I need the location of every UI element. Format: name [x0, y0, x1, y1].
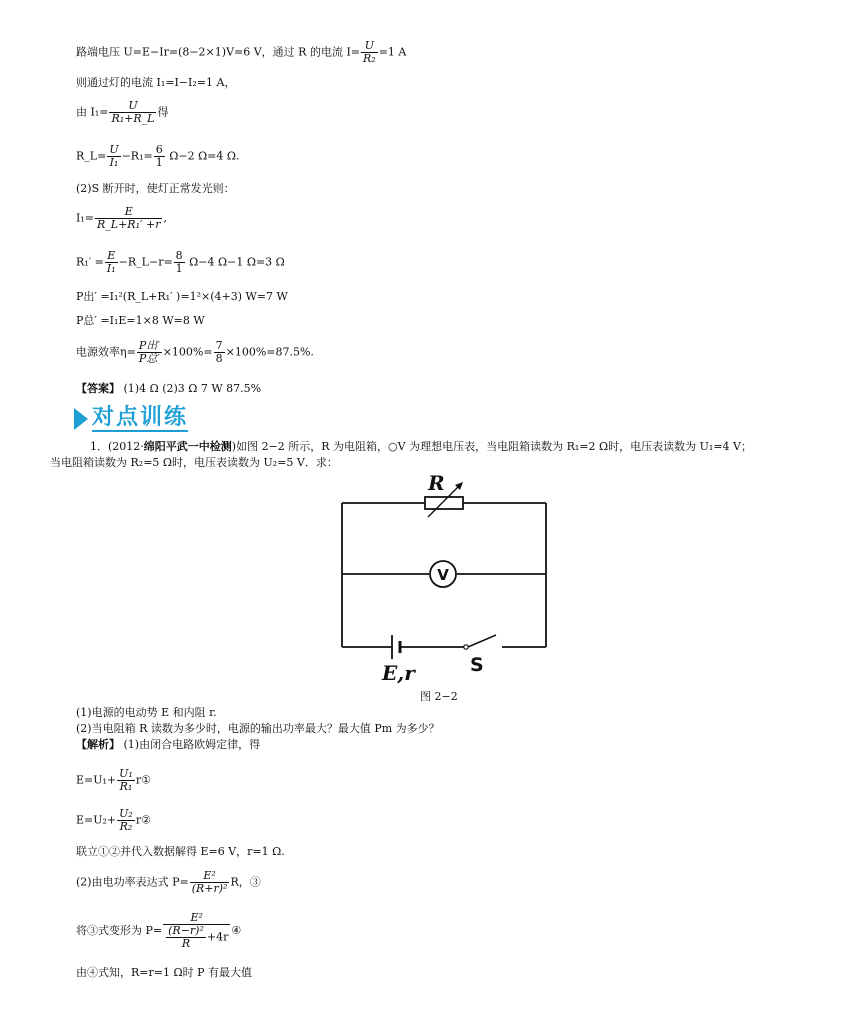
solution-line-2: 则通过灯的电流 I₁=I−I₂=1 A，	[76, 76, 236, 89]
solution-line-6: I₁= $\frac{E}{\text{R\_L+R₁′ +r}}$ ,	[76, 205, 167, 231]
arrow-icon	[74, 408, 88, 430]
question-2: (2)当电阻箱 R 读数为多少时，电源的输出功率最大？最大值 Pm 为多少？	[76, 722, 440, 735]
section-heading	[74, 406, 188, 432]
label-S: S	[470, 654, 484, 676]
solution-line-3: 由 I₁= $\frac{U}{\text{R₁+R\_L}}$ 得	[76, 99, 169, 125]
solution-line-4: R_L= $\frac{U}{\text{I₁}}$ −R₁= $\frac{6}{1}$ Ω−2 Ω=4 Ω.	[76, 143, 240, 169]
solution-line-8: P出′ =I₁²(R_L+R₁′ )=1²×(4+3) W=7 W	[76, 290, 288, 303]
label-Er: E,r	[382, 661, 415, 685]
fraction: $\frac{U}{\text{R₁+R\_L}}$	[111, 99, 155, 125]
label-R: R	[428, 471, 445, 495]
resistor-box	[425, 497, 463, 509]
solution-line-10: 电源效率η= $\frac{\text{P出′}}{\text{P总′}}$ ×100%= $\frac{7}{8}$ ×100%=87.5%.	[76, 339, 314, 365]
analysis-line-1: 【解析】 (1)由闭合电路欧姆定律，得	[76, 738, 261, 751]
solution-line-5: (2)S 断开时，使灯正常发光则：	[76, 182, 235, 195]
problem-line-2: 当电阻箱读数为 R₂=5 Ω时，电压表读数为 U₂=5 V．求：	[50, 456, 338, 469]
question-1: (1)电源的电动势 E 和内阻 r.	[76, 706, 217, 719]
switch-contact	[464, 645, 468, 649]
equation-4: 将③式变形为 P= E² $\frac{\text{(R−r)²}}{R}$ +4r ④	[76, 911, 242, 950]
solution-line-1: 路端电压 U=E−Ir=(8−2×1)V=6 V，通过 R 的电流 I= $\frac{U}{\text{R₂}}$ =1 A	[76, 39, 407, 65]
equation-3: (2)由电功率表达式 P= $\frac{\text{E²}}{\text{(R+r)²}}$ R，③	[76, 869, 261, 895]
fraction: $\frac{6}{1}$	[155, 143, 163, 169]
answer-line	[76, 382, 261, 396]
equation-2: E=U₂+ $\frac{\text{U₂}}{\text{R₂}}$ r②	[76, 807, 151, 833]
switch-blade	[468, 635, 496, 647]
fraction: E² $\frac{\text{(R−r)²}}{R}$ +4r	[163, 912, 230, 950]
section-heading-text: 对点训练	[92, 405, 189, 430]
fraction: $\frac{7}{8}$	[215, 339, 223, 365]
fraction: $\frac{\text{U₁}}{\text{R₁}}$	[119, 767, 133, 793]
circuit-diagram	[330, 470, 560, 685]
answer-label: 【答案】	[76, 382, 120, 395]
figure-caption: 图 2−2	[420, 690, 458, 703]
label-V: V	[437, 566, 449, 584]
solution-line-9: P总′ =I₁E=1×8 W=8 W	[76, 314, 205, 327]
fraction: $\frac{\text{E²}}{\text{(R+r)²}}$	[191, 869, 228, 895]
fraction: $\frac{U}{\text{R₂}}$	[363, 39, 376, 65]
answer-text: (1)4 Ω (2)3 Ω 7 W 87.5%	[120, 382, 262, 395]
nested-fraction: $\frac{\text{(R−r)²}}{R}$	[168, 924, 204, 950]
fraction: $\frac{U}{\text{I₁}}$	[109, 143, 119, 169]
fraction: $\frac{8}{1}$	[175, 249, 183, 275]
fraction: $\frac{\text{U₂}}{\text{R₂}}$	[119, 807, 133, 833]
fraction: $\frac{E}{\text{R\_L+R₁′ +r}}$	[96, 205, 161, 231]
analysis-label: 【解析】	[76, 738, 120, 751]
fraction: $\frac{E}{\text{I₁}}$	[106, 249, 116, 275]
analysis-line-3: 联立①②并代入数据解得 E=6 V，r=1 Ω.	[76, 845, 285, 858]
problem-line-1: 1．(2012·绵阳平武一中检测)如图 2−2 所示，R 为电阻箱，○V 为理想电压表，当电阻箱读数为 R₁=2 Ω时，电压表读数为 U₁=4 V；	[90, 440, 752, 453]
fraction: $\frac{\text{P出′}}{\text{P总′}}$	[138, 339, 160, 365]
solution-line-7: R₁′ = $\frac{E}{\text{I₁}}$ −R_L−r= $\frac{8}{1}$ Ω−4 Ω−1 Ω=3 Ω	[76, 249, 285, 275]
equation-1: E=U₁+ $\frac{\text{U₁}}{\text{R₁}}$ r①	[76, 767, 151, 793]
analysis-line-6: 由④式知，R=r=1 Ω时 P 有最大值	[76, 966, 252, 979]
